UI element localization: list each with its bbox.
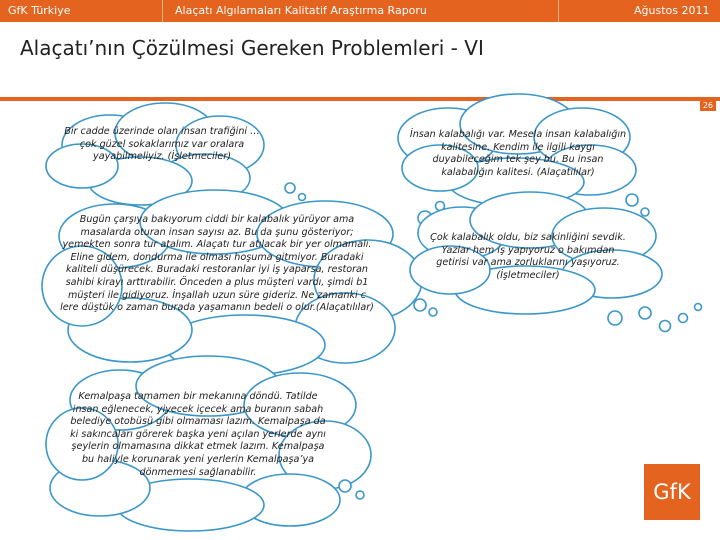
page-number: 26 xyxy=(700,100,716,111)
header-report-title: Alaçatı Algılamaları Kalitatif Araştırma Raporu xyxy=(175,4,427,17)
gfk-logo: GfK xyxy=(644,464,700,520)
quote-3: Bugün çarşıya bakıyorum ciddi bir kalabalık yürüyor ama masalarda oturan insan sayısı az. Bu da şunu gösteriyor; yemekten sonra tur atalım. Alaçatı tur atılacak bir yer olmamalı. Eline gidem, dondurma ile olması hoşuma gitmiyor. Buradaki kaliteli düşürecek. Buradaki restoranlar iyi iş yaparsa, restoran sahibi kirayı arttırabilir. Önceden a plus müşteri vardı, şimdi b1 müşteri ile gidiyoruz. İnşallah uzun süre gideriz. Ne zamanki c lere düştük o zaman burada yaşamanın bedeli o olur.(Alaçatılılar) xyxy=(60,214,374,314)
header-company: GfK Türkiye xyxy=(8,4,71,17)
quote-2: İnsan kalabalığı var. Mesela insan kalabalığın kalitesine. Kendim ile ilgili kaygı duyabileceğim tek şey bu. Bu insan kalabalığın kalitesi. (Alaçatılılar) xyxy=(409,129,627,178)
quote-5: Kemalpaşa tamamen bir mekanına döndü. Tatilde insan eğlenecek, yiyecek içecek ama buranın sabah belediye otobüsü gibi olmaması lazım. Kemalpaşa da ki sakıncaları görerek başka yeni açılan yerlerde aynı şeylerin olmamasına dikkat etmek lazım. Kemalpaşa bu haliyle korunarak yeni yerlerin Kemalpaşa’ya dönmemesi sağlanabilir. xyxy=(70,391,326,478)
quote-1: Bir cadde üzerinde olan insan trafiğini …çok güzel sokaklarımız var oralara yayabilmeliyiz. (İşletmeciler) xyxy=(64,126,260,163)
slide-title: Alaçatı’nın Çözülmesi Gereken Problemleri - VI xyxy=(20,36,484,60)
quote-4: Çok kalabalık oldu, biz sakinliğini sevdik. Yazlar hem iş yapıyoruz o bakımdan getirisi var ama zorluklarını yaşıyoruz. (İşletmeciler) xyxy=(430,232,626,281)
header-date: Ağustos 2011 xyxy=(634,4,710,17)
